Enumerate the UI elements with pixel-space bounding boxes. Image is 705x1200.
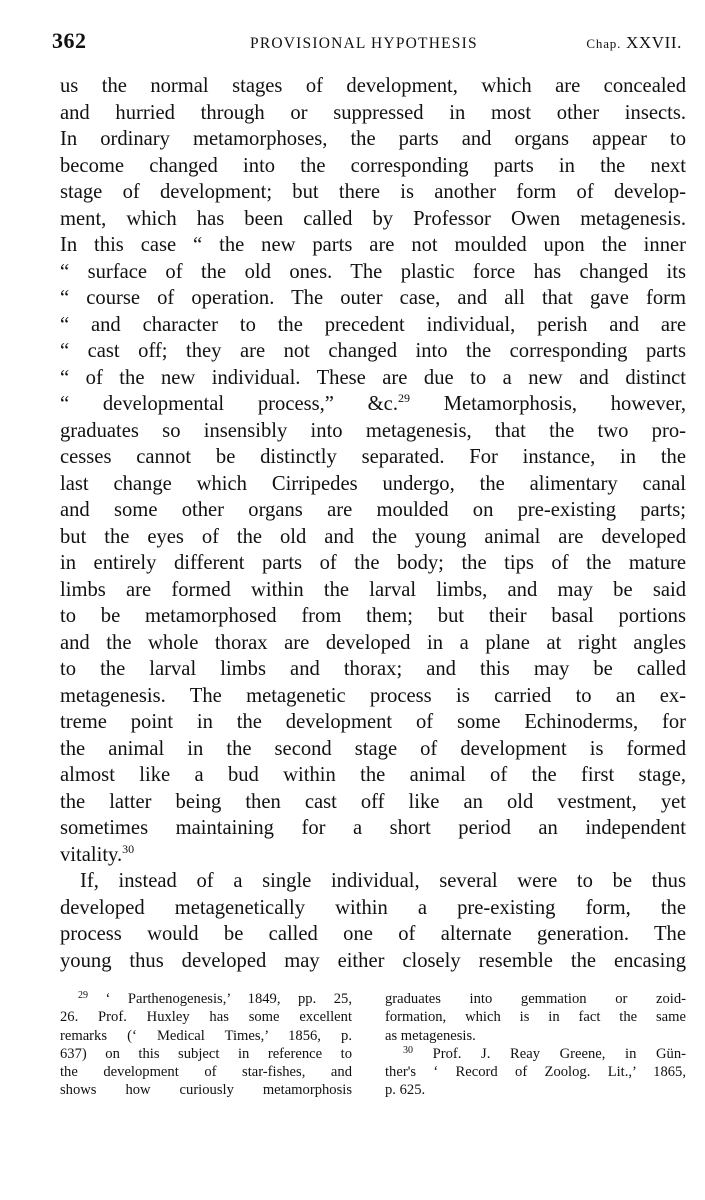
text-line: process would be called one of alternate generation. The bbox=[60, 923, 686, 945]
page-header bbox=[52, 28, 682, 62]
text-line: In ordinary metamorphoses, the parts and organs appear to bbox=[60, 128, 686, 150]
text-line-with-footnote-ref bbox=[60, 391, 686, 418]
footnote-marker-29: 29 bbox=[78, 990, 88, 1001]
text-line: the animal in the second stage of development is formed bbox=[60, 737, 686, 760]
text-line: and hurried through or suppressed in most other insects. bbox=[60, 101, 686, 124]
running-title: PROVISIONAL HYPOTHESIS bbox=[250, 35, 478, 52]
text-line: in entirely different parts of the body; the tips of the mature bbox=[60, 552, 686, 574]
text-line: the latter being then cast off like an old vestment, yet bbox=[60, 790, 686, 813]
body-text bbox=[60, 73, 686, 974]
footnote-line: p. 625. bbox=[385, 1082, 426, 1099]
chapter-label bbox=[586, 33, 682, 53]
footnote-29-first-line bbox=[60, 990, 352, 1008]
text-line: In this case “ the new parts are not moulded upon the inner bbox=[60, 234, 686, 256]
footnote-ref-29: 29 bbox=[397, 391, 410, 405]
footnote-line: graduates into gemmation or zoid- bbox=[385, 991, 686, 1007]
footnote-column-left bbox=[60, 990, 352, 1100]
chapter-number: XXVII. bbox=[625, 33, 682, 52]
text-line: “ course of operation. The outer case, and all that gave form bbox=[60, 287, 686, 309]
text-line: to the larval limbs and thorax; and this may be called bbox=[60, 658, 686, 680]
text-line: almost like a bud within the animal of the first stage, bbox=[60, 764, 686, 786]
text-line: become changed into the corresponding parts in the next bbox=[60, 154, 686, 177]
footnote-line: ther's ‘ Record of Zoolog. Lit.,’ 1865, bbox=[385, 1064, 686, 1081]
text-line: cesses cannot be distinctly separated. For instance, in the bbox=[60, 446, 686, 468]
footnote-text: ‘ Parthenogenesis,’ 1849, pp. 25, bbox=[105, 991, 352, 1007]
chapter-prefix: Chap. bbox=[586, 36, 622, 51]
text-line: metagenesis. The metagenetic process is carried to an ex- bbox=[60, 684, 686, 707]
footnote-line: 26. Prof. Huxley has some excellent bbox=[60, 1009, 352, 1026]
text-line: young thus developed may either closely resemble the encasing bbox=[60, 949, 686, 972]
paragraph-first-line: If, instead of a single individual, several were to be thus bbox=[80, 870, 686, 892]
footnote-line: shows how curiously metamorphosis bbox=[60, 1082, 352, 1099]
text-line: “ surface of the old ones. The plastic force has changed its bbox=[60, 260, 686, 283]
text-line: to be metamorphosed from them; but their basal portions bbox=[60, 605, 686, 627]
text-line: sometimes maintaining for a short period an independent bbox=[60, 817, 686, 839]
footnote-line: 637) on this subject in reference to bbox=[60, 1045, 352, 1062]
page-number: 362 bbox=[52, 28, 87, 53]
text-segment: vitality. bbox=[60, 843, 123, 866]
text-line: “ and character to the precedent individual, perish and are bbox=[60, 313, 686, 336]
text-line: stage of development; but there is another form of develop- bbox=[60, 181, 686, 203]
text-line-with-footnote-ref bbox=[60, 842, 686, 869]
footnote-ref-30: 30 bbox=[122, 841, 135, 856]
footnote-line: as metagenesis. bbox=[385, 1027, 476, 1044]
text-line: and the whole thorax are developed in a plane at right angles bbox=[60, 631, 686, 654]
text-line: us the normal stages of development, which are concealed bbox=[60, 75, 686, 97]
text-line: developed metagenetically within a pre-existing form, the bbox=[60, 896, 686, 919]
footnote-text: Prof. J. Reay Greene, in Gün- bbox=[432, 1045, 686, 1062]
footnote-line: formation, which is in fact the same bbox=[385, 1009, 686, 1026]
text-line: “ cast off; they are not changed into the corresponding parts bbox=[60, 340, 686, 362]
footnote-line: the development of star-fishes, and bbox=[60, 1064, 352, 1081]
text-line: “ of the new individual. These are due to a new and distinct bbox=[60, 366, 686, 389]
text-line: ment, which has been called by Professor Owen metagenesis. bbox=[60, 207, 686, 230]
footnote-line: remarks (‘ Medical Times,’ 1856, p. bbox=[60, 1027, 352, 1044]
text-line: limbs are formed within the larval limbs, and may be said bbox=[60, 578, 686, 601]
footnote-column-right bbox=[385, 990, 686, 1100]
text-line: and some other organs are moulded on pre-existing parts; bbox=[60, 499, 686, 521]
text-line: last change which Cirripedes undergo, the alimentary canal bbox=[60, 472, 686, 495]
footnote-30-first-line bbox=[385, 1045, 686, 1063]
footnote-marker-30: 30 bbox=[403, 1044, 413, 1056]
text-line: graduates so insensibly into metagenesis, that the two pro- bbox=[60, 419, 686, 442]
text-line: but the eyes of the old and the young animal are developed bbox=[60, 525, 686, 548]
text-line: treme point in the development of some Echinoderms, for bbox=[60, 711, 686, 733]
text-segment: “ developmental process,” &c. bbox=[60, 393, 398, 415]
text-segment: Metamorphosis, however, bbox=[443, 393, 686, 415]
